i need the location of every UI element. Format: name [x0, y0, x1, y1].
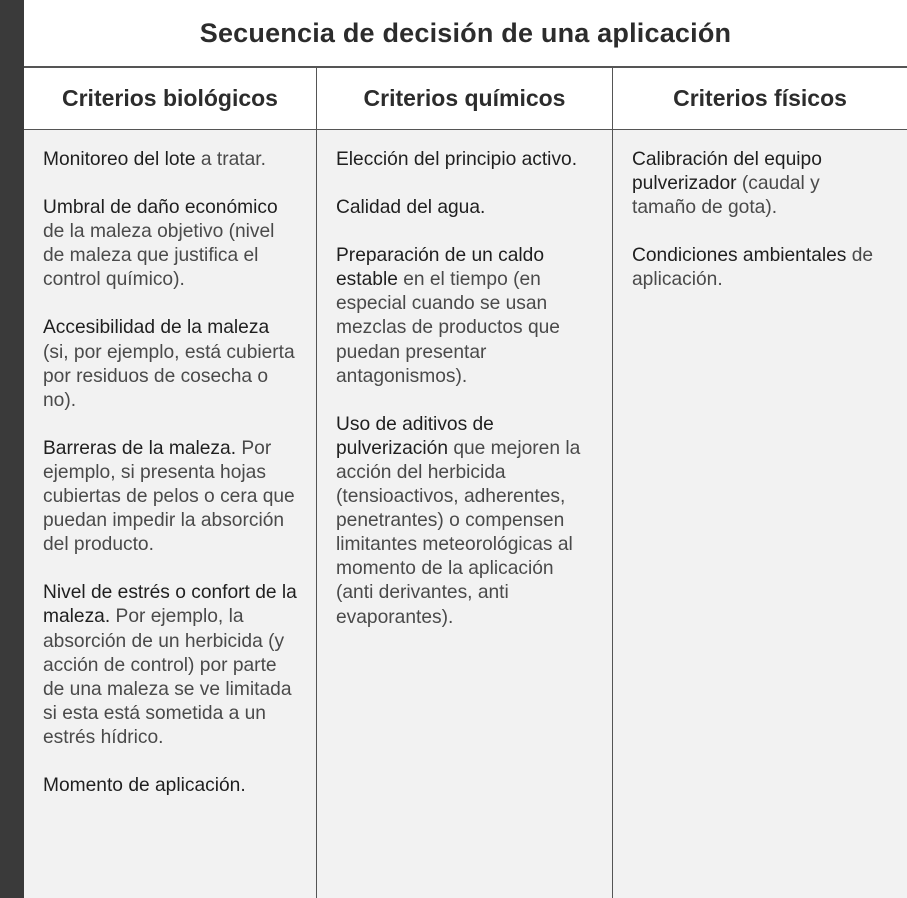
- header-row: [24, 68, 907, 130]
- criterion-entry: Elección del principio activo.: [336, 149, 578, 170]
- criterion-entry: Accesibilidad de la maleza (si, por ejemplo, está cubierta por residuos de cosecha o no).: [43, 317, 295, 411]
- criterion-entry: Nivel de estrés o confort de la maleza. Por ejemplo, la absorción de un herbicida (y acción de control) por parte de una maleza se ve limitada si esta está sometida a un estrés hídrico.: [43, 582, 297, 748]
- header-biological: Criterios biológicos: [24, 68, 317, 129]
- criterion-entry: Momento de aplicación.: [43, 774, 246, 796]
- header-physical: Criterios físicos: [673, 85, 847, 111]
- column-biological: [24, 130, 317, 898]
- criterion-entry: Barreras de la maleza. Por ejemplo, si presenta hojas cubiertas de pelos o cera que puedan impedir la absorción del producto.: [43, 437, 295, 556]
- criterion-entry: Umbral de daño económico de la maleza objetivo (nivel de maleza que justifica el control químico).: [43, 197, 278, 291]
- decision-table: [24, 0, 907, 898]
- criterion-entry: Calibración del equipo pulverizador (caudal y tamaño de gota).: [632, 149, 822, 219]
- column-chemical: [317, 130, 613, 898]
- column-physical: [613, 130, 907, 898]
- header-chemical: Criterios químicos: [317, 68, 613, 129]
- criterion-entry: Preparación de un caldo estable en el tiempo (en especial cuando se usan mezclas de productos que puedan presentar antagonismos).: [336, 245, 560, 387]
- table-title: Secuencia de decisión de una aplicación: [199, 17, 732, 48]
- criterion-entry: Monitoreo del lote a tratar.: [43, 149, 266, 170]
- table-title-row: [24, 0, 907, 68]
- criterion-entry: Uso de aditivos de pulverización que mejoren la acción del herbicida (tensioactivos, adherentes, penetrantes) o compensen limitantes meteorológicas al momento de la aplicación (anti derivantes, anti evaporantes).: [336, 413, 581, 628]
- criterion-entry: Condiciones ambientales de aplicación.: [632, 245, 874, 291]
- criterion-entry: Calidad del agua.: [336, 197, 486, 219]
- body-row: [24, 130, 907, 898]
- left-accent-bar: [0, 0, 24, 898]
